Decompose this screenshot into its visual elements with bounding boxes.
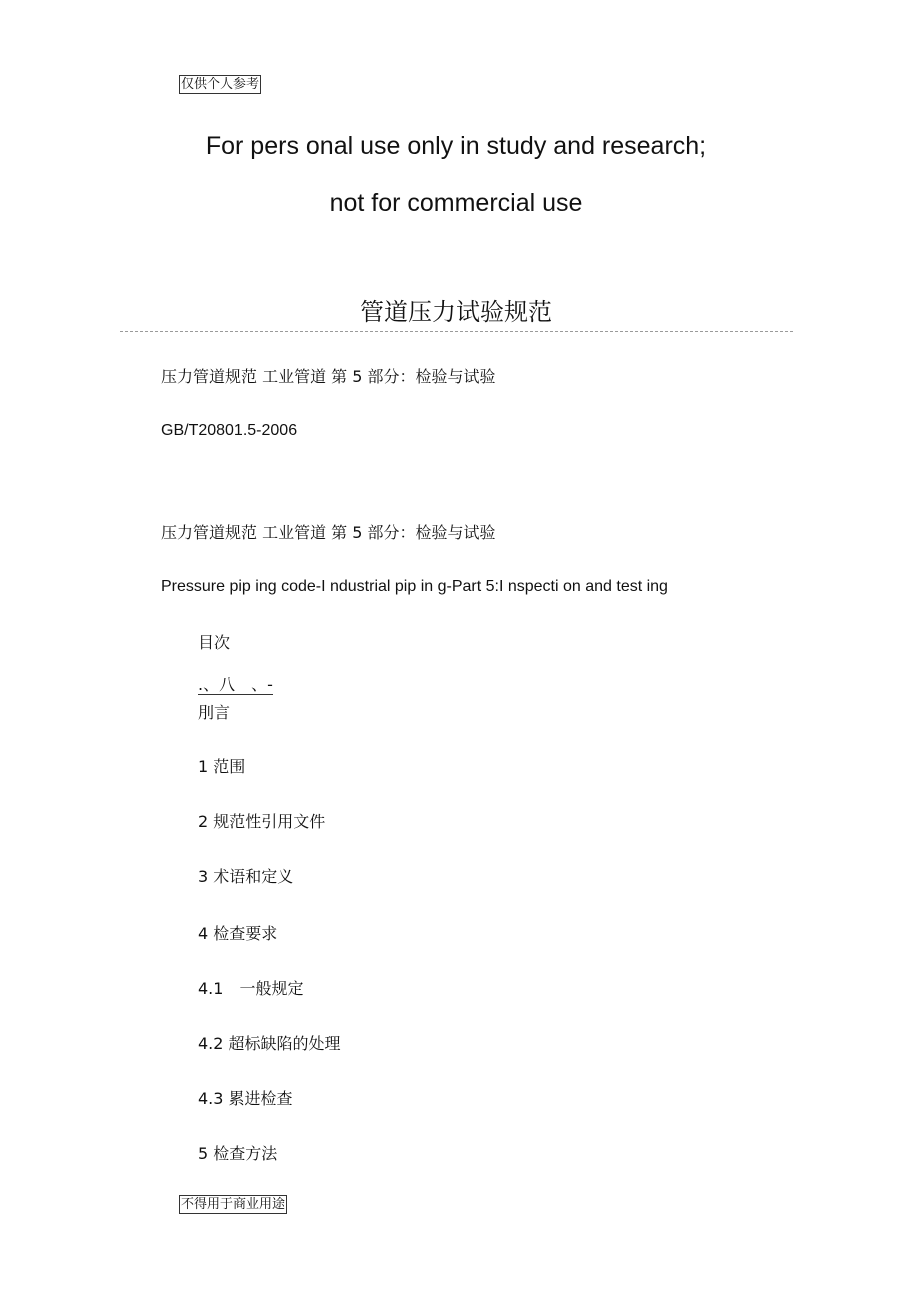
notice-line-2: not for commercial use xyxy=(329,189,583,217)
toc-heading: 目次 xyxy=(198,633,231,652)
toc-item: 刖言 xyxy=(198,703,231,722)
standard-code: GB/T20801.5-2006 xyxy=(161,422,298,439)
toc-garbled-text: .、八 、- xyxy=(198,675,273,694)
toc-item: 3 术语和定义 xyxy=(198,867,294,886)
toc-item: 2 规范性引用文件 xyxy=(198,812,326,831)
toc-item: 1 范围 xyxy=(198,757,246,776)
toc-item: 4.3 累进检查 xyxy=(198,1089,293,1108)
subtitle-cn: 压力管道规范 工业管道 第 5 部分：检验与试验 xyxy=(161,367,496,386)
subtitle-cn-repeat: 压力管道规范 工业管道 第 5 部分：检验与试验 xyxy=(161,523,496,542)
header-stamp: 仅供个人参考 xyxy=(181,77,260,92)
subtitle-en: Pressure pip ing code-I ndustrial pip in g-Part 5:I nspecti on and test ing xyxy=(161,578,668,595)
toc-item: 4.2 超标缺陷的处理 xyxy=(198,1034,341,1053)
title-divider xyxy=(120,331,793,332)
notice-line-1: For pers onal use only in study and research; xyxy=(205,132,707,160)
document-title: 管道压力试验规范 xyxy=(360,298,552,326)
toc-item: 4 检查要求 xyxy=(198,924,278,943)
toc-item: 4.1 一般规定 xyxy=(198,979,304,998)
toc-item: 5 检查方法 xyxy=(198,1144,278,1163)
toc-garbled-line xyxy=(198,675,273,695)
footer-stamp: 不得用于商业用途 xyxy=(181,1197,286,1212)
